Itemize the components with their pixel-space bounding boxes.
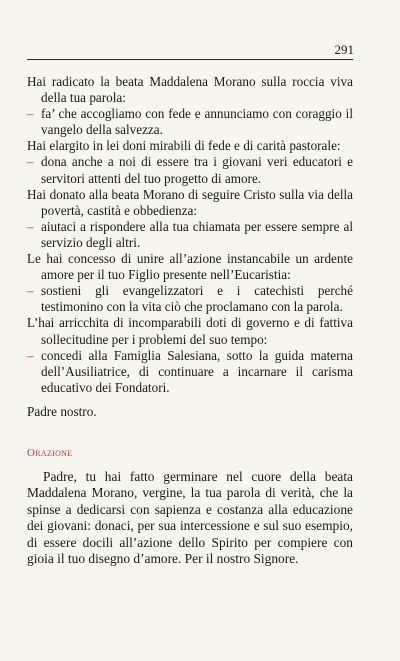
header-rule (27, 59, 353, 60)
response-line (27, 154, 353, 186)
response-dash: – (27, 347, 34, 363)
page-body (27, 74, 353, 568)
intercession-5 (27, 315, 353, 395)
response-dash: – (27, 154, 34, 170)
closing-line: Padre nostro. (27, 403, 97, 419)
response-line (27, 219, 353, 251)
response-text: concedi alla Famiglia Salesiana, sotto la guida materna dell’Ausiliatrice, di continuare a incarnare il carisma educativo dei Fondatori. (41, 347, 353, 395)
response-text: fa’ che accogliamo con fede e annunciamo con coraggio il vangelo della salvezza. (41, 106, 353, 138)
intercession-4 (27, 251, 353, 315)
invocation-text: Hai radicato la beata Maddalena Morano sulla roccia viva della tua parola: (27, 74, 353, 106)
section-heading: Orazione (27, 446, 73, 459)
response-text: aiutaci a rispondere alla tua chiamata per essere sempre al servizio degli altri. (41, 218, 353, 250)
invocation-text: Hai elargito in lei doni mirabili di fede e di carità pastorale: (27, 138, 341, 154)
response-dash: – (27, 283, 34, 299)
intercession-2 (27, 138, 353, 186)
response-text: dona anche a noi di essere tra i giovani veri educatori e servitori attenti del tuo progetto di amore. (41, 154, 353, 186)
response-line (27, 283, 353, 315)
prayer-paragraph: Padre, tu hai fatto germinare nel cuore della beata Maddalena Morano, vergine, la tua parola di verità, che la spinse a dedicarsi con sapienza e costanza alla educazione dei giovani: donaci, per sua intercessione e sul suo esempio, di essere docili all’azione dello Spirito per compiere con gioia il tuo disegno d’amore. Per il nostro Signore. (27, 469, 353, 567)
invocation-text: L’hai arricchita di incomparabili doti di governo e di fattiva sollecitudine per i problemi del suo tempo: (27, 315, 353, 347)
intercession-1 (27, 74, 353, 138)
invocation-text: Hai donato alla beata Morano di seguire Cristo sulla via della povertà, castità e obbedienza: (27, 186, 353, 218)
intercession-3 (27, 187, 353, 251)
invocation-text: Le hai concesso di unire all’azione instancabile un ardente amore per il tuo Figlio presente nell’Eucaristia: (27, 251, 353, 283)
response-dash: – (27, 106, 34, 122)
response-line (27, 106, 353, 138)
response-line (27, 348, 353, 396)
response-text: sostieni gli evangelizzatori e i catechisti perché testimonino con la vita ciò che proclamano con la parola. (41, 283, 353, 315)
response-dash: – (27, 218, 34, 234)
page-number: 291 (334, 42, 354, 57)
